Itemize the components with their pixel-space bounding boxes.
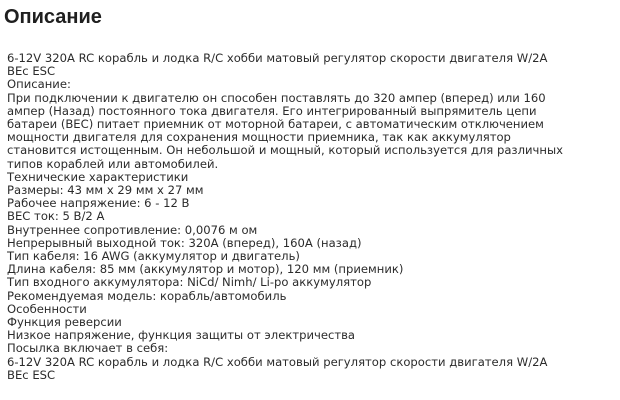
description-line: Размеры: 43 мм x 29 мм x 27 мм	[7, 184, 204, 198]
description-line: Рабочее напряжение: 6 - 12 В	[7, 197, 190, 211]
description-line: 6-12V 320A RC корабль и лодка R/C хобби матовый регулятор скорости двигателя W/2A	[7, 355, 548, 369]
description-line: Низкое напряжение, функция защиты от электричества	[7, 329, 356, 343]
description-line: Внутреннее сопротивление: 0,0076 м ом	[7, 223, 258, 237]
description-line: Длина кабеля: 85 мм (аккумулятор и мотор), 120 мм (приемник)	[7, 263, 404, 277]
description-line: Рекомендуемая модель: корабль/автомобиль	[7, 289, 287, 303]
description-line: Посылка включает в себя:	[7, 342, 169, 356]
description-line: При подключении к двигателю он способен поставлять до 320 ампер (вперед) или 160	[7, 91, 546, 105]
description-line: типов кораблей или автомобилей.	[7, 157, 219, 171]
description-line: BEC ток: 5 В/2 А	[7, 210, 105, 224]
description-line: становится истощенным. Он небольшой и мощный, который используется для различных	[7, 144, 563, 158]
section-title: Описание	[4, 6, 102, 28]
description-line: батареи (BEC) питает приемник от моторной батареи, с автоматическим отключением	[7, 118, 544, 132]
description-line: Особенности	[7, 302, 87, 316]
description-line: BEc ESC	[7, 368, 56, 382]
description-line: ампер (Назад) постоянного тока двигателя. Его интегрированный выпрямитель цепи	[7, 104, 537, 118]
description-line: Тип входного аккумулятора: NiCd/ Nimh/ Li-po аккумулятор	[7, 276, 372, 290]
description-text	[7, 52, 607, 382]
description-line: Технические характеристики	[7, 170, 189, 184]
description-line: Тип кабеля: 16 AWG (аккумулятор и двигатель)	[7, 250, 300, 264]
description-line: BEc ESC	[7, 65, 56, 79]
description-line: Непрерывный выходной ток: 320A (вперед), 160A (назад)	[7, 236, 362, 250]
description-line: мощности двигателя для сохранения мощности приемника, так как аккумулятор	[7, 131, 511, 145]
description-line: Описание:	[7, 78, 71, 92]
description-line: Функция реверсии	[7, 316, 122, 330]
description-line: 6-12V 320A RC корабль и лодка R/C хобби матовый регулятор скорости двигателя W/2A	[7, 52, 548, 65]
